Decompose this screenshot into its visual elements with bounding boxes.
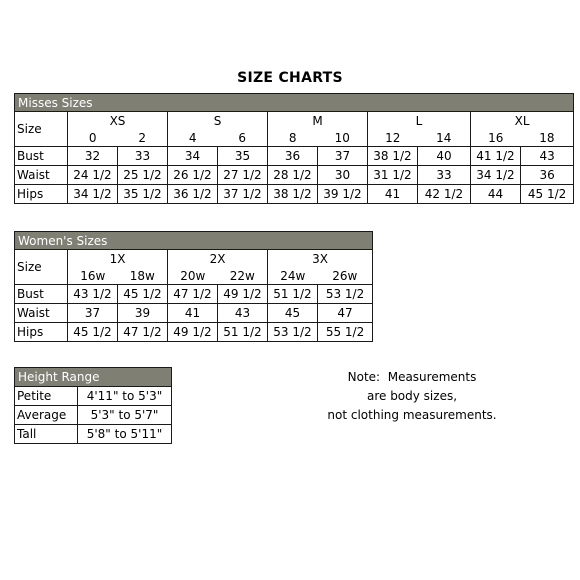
height-range-cell: 5'3" to 5'7" [78, 406, 172, 425]
table-cell: 47 1/2 [118, 323, 168, 342]
size-label: Size [15, 112, 68, 147]
table-cell: 47 1/2 [168, 285, 218, 304]
table-row [15, 147, 574, 166]
table-cell: 31 1/2 [368, 166, 418, 185]
table-cell: 45 [268, 304, 318, 323]
table-row [15, 166, 574, 185]
size-number: 4 [168, 130, 218, 147]
row-label: Tall [15, 425, 78, 444]
note-line: Note: Measurements [347, 370, 477, 384]
table-cell: 26 1/2 [168, 166, 218, 185]
row-label: Petite [15, 387, 78, 406]
size-group: S [168, 112, 268, 130]
note-line: not clothing measurements. [327, 408, 497, 422]
table-cell: 45 1/2 [521, 185, 574, 204]
table-cell: 39 1/2 [318, 185, 368, 204]
size-number: 0 [68, 130, 118, 147]
table-cell: 36 [521, 166, 574, 185]
size-group: M [268, 112, 368, 130]
size-group: 2X [168, 250, 268, 268]
table-cell: 49 1/2 [218, 285, 268, 304]
table-cell: 34 1/2 [68, 185, 118, 204]
height-header: Height Range [15, 368, 172, 387]
row-label: Waist [15, 304, 68, 323]
table-cell: 38 1/2 [268, 185, 318, 204]
size-number: 22w [218, 268, 268, 285]
table-cell: 37 [318, 147, 368, 166]
size-group: 3X [268, 250, 373, 268]
table-row [15, 323, 373, 342]
row-label: Hips [15, 323, 68, 342]
misses-size-table [14, 93, 574, 204]
table-cell: 33 [118, 147, 168, 166]
size-number: 14 [418, 130, 471, 147]
table-cell: 41 [168, 304, 218, 323]
size-group: L [368, 112, 471, 130]
size-number: 26w [318, 268, 373, 285]
table-cell: 42 1/2 [418, 185, 471, 204]
size-number: 18 [521, 130, 574, 147]
table-cell: 45 1/2 [68, 323, 118, 342]
table-cell: 43 1/2 [68, 285, 118, 304]
row-label: Hips [15, 185, 68, 204]
table-cell: 51 1/2 [268, 285, 318, 304]
size-number: 18w [118, 268, 168, 285]
table-cell: 53 1/2 [318, 285, 373, 304]
table-row [15, 425, 172, 444]
size-number: 12 [368, 130, 418, 147]
table-cell: 38 1/2 [368, 147, 418, 166]
height-range-table [14, 367, 172, 444]
table-cell: 49 1/2 [168, 323, 218, 342]
page-title: SIZE CHARTS [237, 70, 343, 86]
size-number: 8 [268, 130, 318, 147]
size-number: 16w [68, 268, 118, 285]
misses-header: Misses Sizes [15, 94, 574, 112]
table-cell: 24 1/2 [68, 166, 118, 185]
table-cell: 40 [418, 147, 471, 166]
size-group: 1X [68, 250, 168, 268]
size-number: 20w [168, 268, 218, 285]
table-cell: 28 1/2 [268, 166, 318, 185]
table-cell: 45 1/2 [118, 285, 168, 304]
size-group: XL [471, 112, 574, 130]
size-number: 10 [318, 130, 368, 147]
table-cell: 43 [521, 147, 574, 166]
note-line: are body sizes, [366, 389, 458, 403]
table-row [15, 387, 172, 406]
row-label: Bust [15, 147, 68, 166]
table-cell: 51 1/2 [218, 323, 268, 342]
table-row [15, 304, 373, 323]
table-row [15, 406, 172, 425]
row-label: Average [15, 406, 78, 425]
size-number: 24w [268, 268, 318, 285]
table-cell: 39 [118, 304, 168, 323]
table-row [15, 285, 373, 304]
row-label: Waist [15, 166, 68, 185]
measurement-note [300, 368, 524, 425]
table-cell: 37 1/2 [218, 185, 268, 204]
size-number: 6 [218, 130, 268, 147]
size-group: XS [68, 112, 168, 130]
table-cell: 32 [68, 147, 118, 166]
table-cell: 25 1/2 [118, 166, 168, 185]
womens-header: Women's Sizes [15, 232, 373, 250]
table-cell: 53 1/2 [268, 323, 318, 342]
table-cell: 30 [318, 166, 368, 185]
table-cell: 34 [168, 147, 218, 166]
table-cell: 36 1/2 [168, 185, 218, 204]
size-number: 16 [471, 130, 521, 147]
height-range-cell: 4'11" to 5'3" [78, 387, 172, 406]
table-cell: 43 [218, 304, 268, 323]
table-cell: 41 [368, 185, 418, 204]
table-cell: 44 [471, 185, 521, 204]
table-cell: 34 1/2 [471, 166, 521, 185]
size-number: 2 [118, 130, 168, 147]
table-cell: 36 [268, 147, 318, 166]
table-cell: 41 1/2 [471, 147, 521, 166]
size-label: Size [15, 250, 68, 285]
table-cell: 33 [418, 166, 471, 185]
height-range-cell: 5'8" to 5'11" [78, 425, 172, 444]
table-cell: 37 [68, 304, 118, 323]
table-cell: 47 [318, 304, 373, 323]
table-cell: 35 1/2 [118, 185, 168, 204]
table-row [15, 185, 574, 204]
table-cell: 55 1/2 [318, 323, 373, 342]
table-cell: 35 [218, 147, 268, 166]
womens-size-table [14, 231, 373, 342]
table-cell: 27 1/2 [218, 166, 268, 185]
row-label: Bust [15, 285, 68, 304]
